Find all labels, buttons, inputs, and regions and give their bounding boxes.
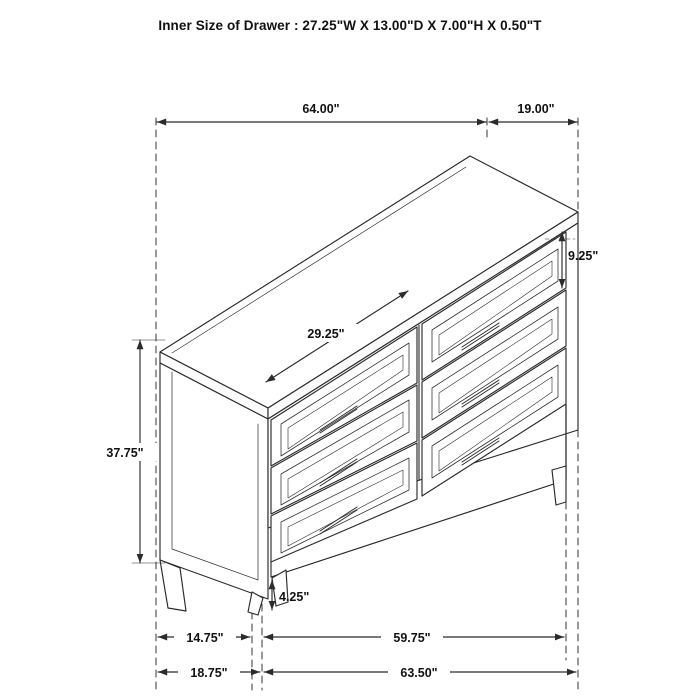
dim-label-front-overall-width: 63.50" (400, 666, 438, 680)
dim-label-top-depth: 19.00" (517, 102, 555, 116)
dim-label-side-overall-depth: 18.75" (190, 666, 228, 680)
dim-label-top-diagonal: 29.25" (307, 327, 345, 341)
dim-label-front-base-width: 59.75" (393, 631, 431, 645)
dim-label-side-base-depth: 14.75" (186, 631, 224, 645)
dim-label-overall-height: 37.75" (106, 446, 144, 460)
dim-label-top-width: 64.00" (302, 102, 340, 116)
dim-label-top-drawer-height: 9.25" (568, 249, 599, 263)
page-title: Inner Size of Drawer : 27.25"W X 13.00"D X 7.00"H X 0.50"T (158, 18, 542, 33)
dim-label-leg-height: 4.25" (279, 590, 310, 604)
